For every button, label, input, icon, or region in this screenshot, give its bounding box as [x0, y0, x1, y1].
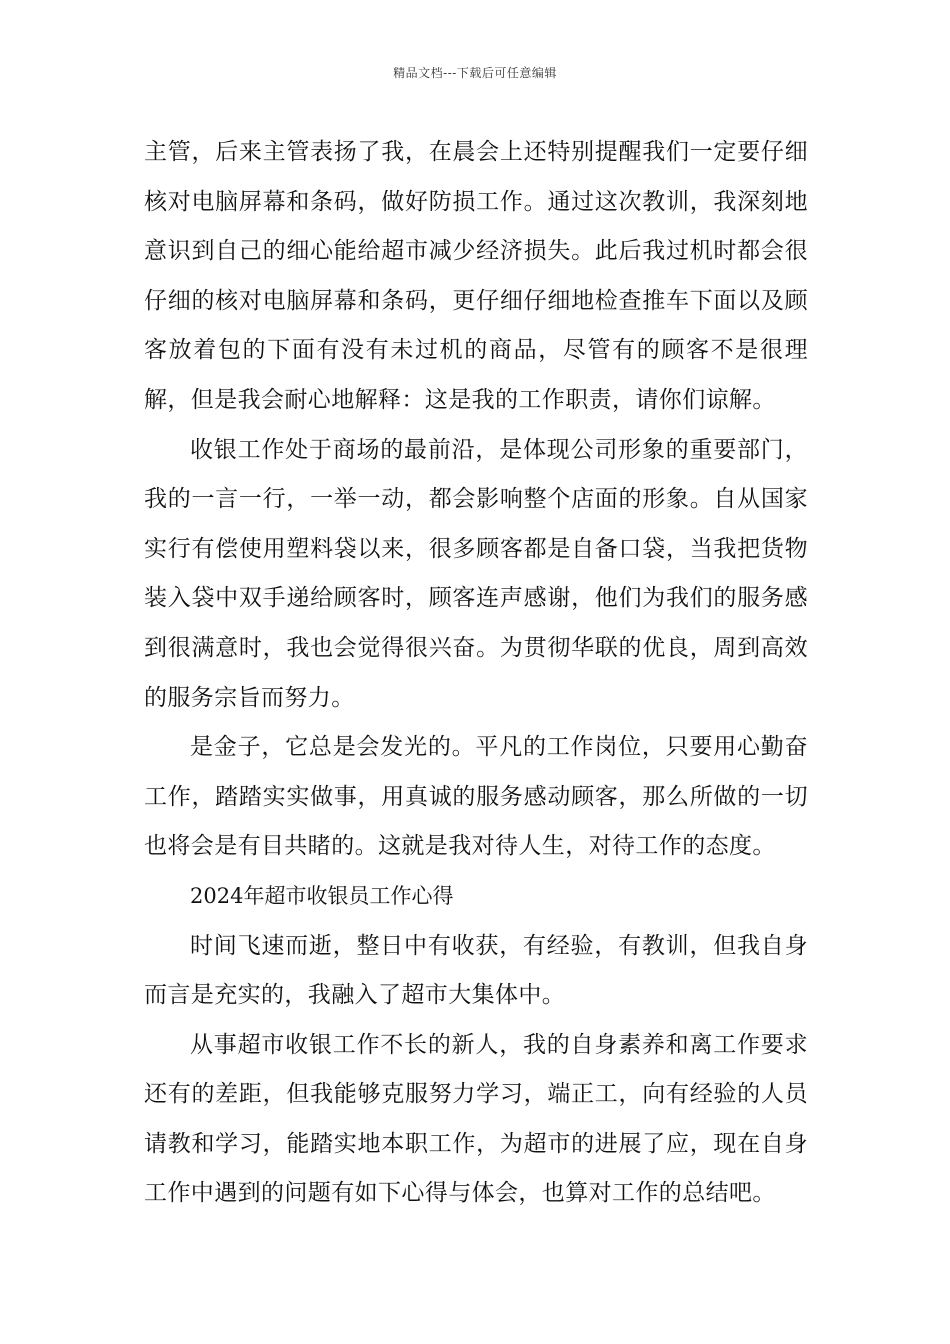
paragraph-gold-shines: 是金子，它总是会发光的。平凡的工作岗位，只要用心勤奋工作，踏踏实实做事，用真诚的服务感动顾客，那么所做的一切也将会是有目共睹的。这就是我对待人生，对待工作的态度。 — [144, 734, 808, 860]
paragraph-time-flies: 时间飞速而逝，整日中有收获，有经验，有教训，但我自身而言是充实的，我融入了超市大集体中。 — [144, 932, 808, 1009]
page-header: 精品文档---下载后可任意编辑 — [393, 66, 557, 80]
paragraph-cashier-frontline: 收银工作处于商场的最前沿，是体现公司形象的重要部门，我的一言一行，一举一动，都会影响整个店面的形象。自从国家实行有偿使用塑料袋以来，很多顾客都是自备口袋，当我把货物装入袋中双手递给顾客时，顾客连声感谢，他们为我们的服务感到很满意时，我也会觉得很兴奋。为贯彻华联的优良，周到高效的服务宗旨而努力。 — [144, 436, 808, 711]
section-title: 2024年超市收银员工作心得 — [190, 883, 454, 908]
document-body — [144, 128, 808, 1219]
paragraph-newcomer: 从事超市收银工作不长的新人，我的自身素养和离工作要求还有的差距，但我能够克服努力学习，端正工，向有经验的人员请教和学习，能踏实地本职工作，为超市的进展了应，现在自身工作中遇到的问题有如下心得与体会，也算对工作的总结吧。 — [144, 1031, 808, 1207]
paragraph-continuation: 主管，后来主管表扬了我，在晨会上还特别提醒我们一定要仔细核对电脑屏幕和条码，做好防损工作。通过这次教训，我深刻地意识到自己的细心能给超市减少经济损失。此后我过机时都会很仔细的核对电脑屏幕和条码，更仔细仔细地检查推车下面以及顾客放着包的下面有没有未过机的商品，尽管有的顾客不是很理解，但是我会耐心地解释：这是我的工作职责，请你们谅解。 — [144, 139, 808, 413]
